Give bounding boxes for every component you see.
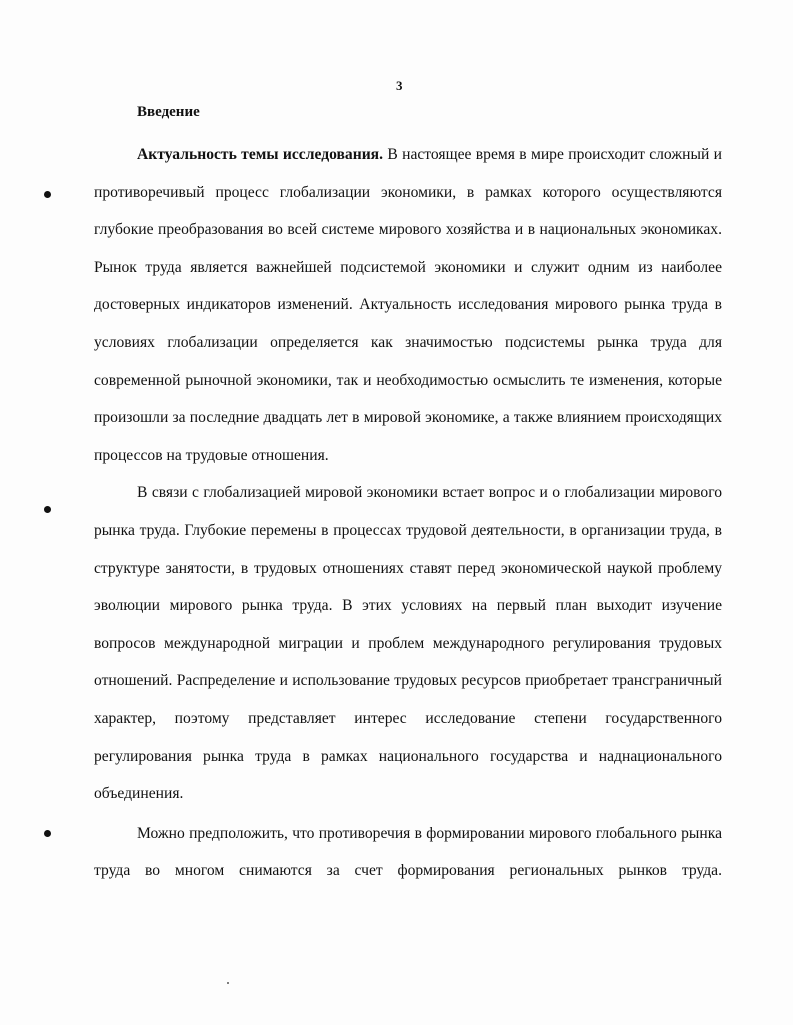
- paragraph-3: [94, 815, 722, 890]
- paragraph-2: [94, 474, 722, 812]
- section-heading: Введение: [137, 104, 200, 120]
- paragraph-text: Можно предположить, что противоречия в формировании мирового глобального рынка труда во многом снимаются за счет формирования региональных рынков труда.: [94, 824, 722, 880]
- body-text: [94, 136, 722, 890]
- paragraph-text: В настоящее время в мире происходит сложный и противоречивый процесс глобализации экономики, в рамках которого осуществляются глубокие преобразования во всей системе мирового хозяйства и в национальных экономиках. Рынок труда является важнейшей подсистемой экономики и служит одним из наиболее достоверных индикаторов изменений. Актуальность исследования мирового рынка труда в условиях глобализации определяется как значимостью подсистемы рынка труда для современной рыночной экономики, так и необходимостью осмыслить те изменения, которые произошли за последние двадцать лет в мировой экономике, а также влиянием происходящих процессов на трудовые отношения.: [94, 146, 722, 464]
- scan-mark-1: [44, 191, 51, 198]
- paragraph-text: В связи с глобализацией мировой экономики встает вопрос и о глобализации мирового рынка труда. Глубокие перемены в процессах трудовой деятельности, в организации труда, в структуре занятости, в трудовых отношениях ставят перед экономической наукой проблему эволюции мирового рынка труда. В этих условиях на первый план выходит изучение вопросов международной миграции и проблем международного регулирования трудовых отношений. Распределение и использование трудовых ресурсов приобретает трансграничный характер, поэтому представляет интерес исследование степени государственного регулирования рынка труда в рамках национального государства и наднационального объединения.: [94, 484, 722, 803]
- scan-mark-2: [44, 506, 51, 513]
- scan-speck: [227, 982, 229, 984]
- paragraph-1: [94, 136, 722, 474]
- scan-mark-3: [44, 830, 51, 837]
- paragraph-lead: Актуальность темы исследования.: [137, 146, 384, 163]
- page-number: 3: [396, 78, 403, 93]
